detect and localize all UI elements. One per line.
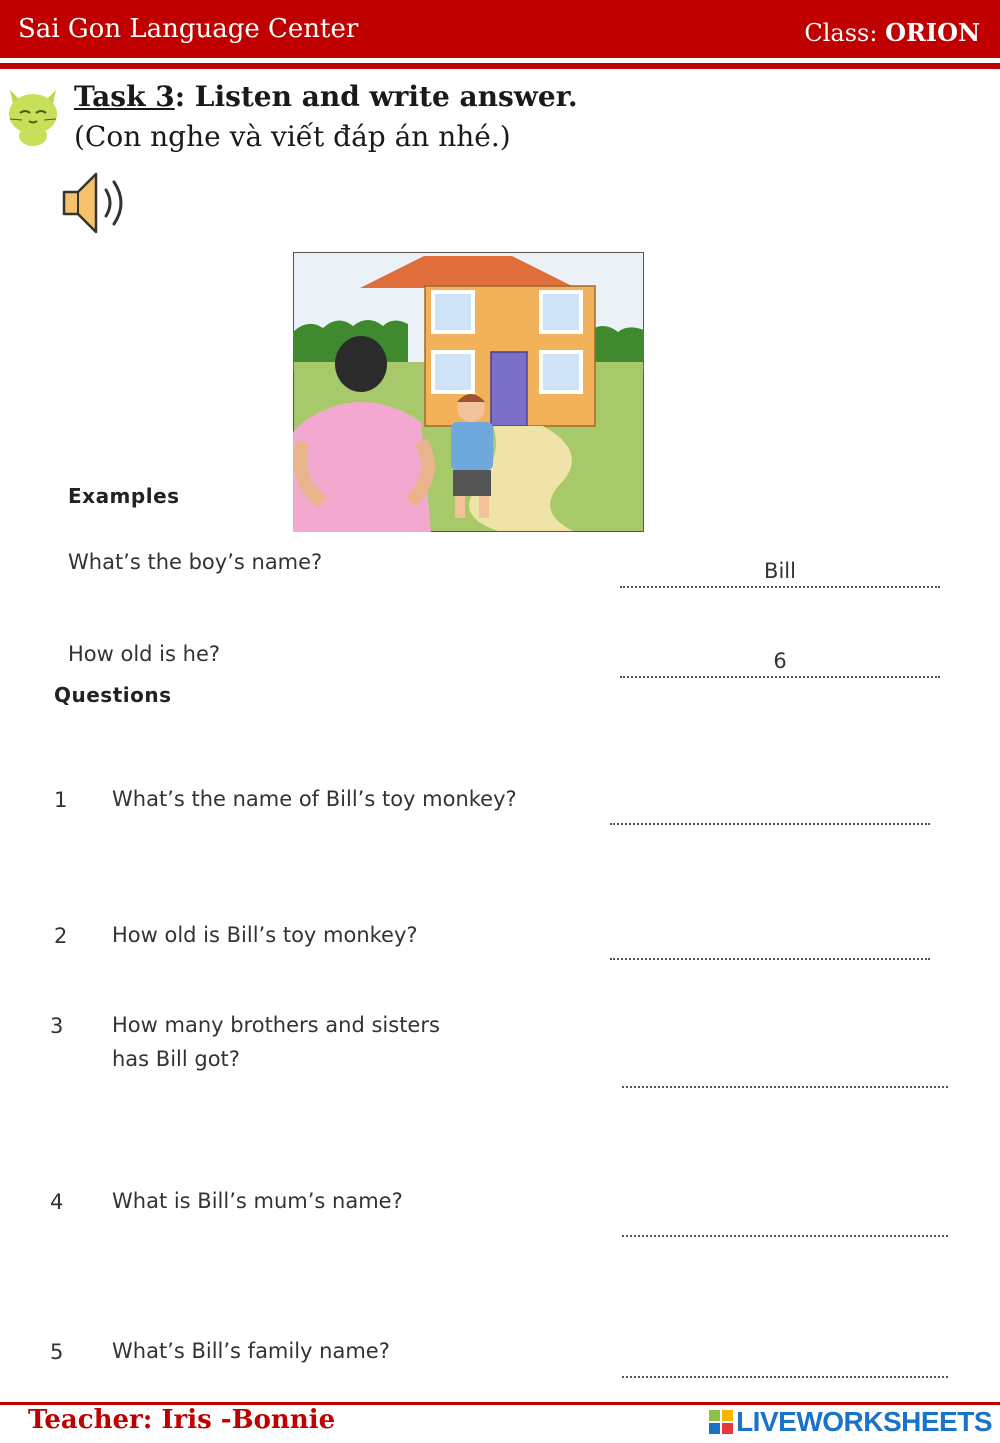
class-name: ORION	[885, 18, 980, 47]
question-3-line-2: has Bill got?	[112, 1047, 240, 1071]
question-number-3: 3	[50, 1014, 64, 1038]
question-3-line-1: How many brothers and sisters	[112, 1013, 440, 1037]
question-2: How old is Bill’s toy monkey?	[112, 923, 418, 947]
task-title	[74, 80, 578, 113]
task-instruction: : Listen and write answer.	[174, 80, 578, 113]
task-number: Task 3	[74, 80, 175, 113]
liveworksheets-icon	[709, 1410, 733, 1434]
answer-input-3[interactable]	[622, 1058, 948, 1088]
brand-name: LIVEWORKSHEETS	[736, 1406, 992, 1437]
example-answer-2: 6	[620, 646, 940, 678]
teacher-name: Teacher: Iris -Bonnie	[28, 1405, 336, 1435]
cat-icon	[4, 86, 62, 148]
question-5: What’s Bill’s family name?	[112, 1339, 390, 1363]
answer-input-2[interactable]	[610, 930, 930, 960]
question-number-2: 2	[54, 924, 68, 948]
question-4: What is Bill’s mum’s name?	[112, 1189, 403, 1213]
answer-input-1[interactable]	[610, 795, 930, 825]
class-label: Class:	[804, 19, 878, 47]
question-number-1: 1	[54, 788, 68, 812]
example-answer-1: Bill	[620, 556, 940, 588]
question-number-4: 4	[50, 1190, 64, 1214]
task-subtitle: (Con nghe và viết đáp án nhé.)	[74, 120, 511, 153]
house-illustration	[293, 252, 644, 532]
liveworksheets-logo[interactable]	[709, 1406, 992, 1438]
header-bar	[0, 0, 1000, 63]
question-number-5: 5	[50, 1340, 64, 1364]
answer-input-4[interactable]	[622, 1207, 948, 1237]
example-question-2: How old is he?	[68, 642, 221, 666]
speaker-icon[interactable]	[56, 166, 140, 240]
questions-label: Questions	[54, 683, 172, 707]
question-1: What’s the name of Bill’s toy monkey?	[112, 787, 517, 811]
examples-label: Examples	[68, 484, 180, 508]
center-name: Sai Gon Language Center	[18, 14, 359, 44]
example-question-1: What’s the boy’s name?	[68, 550, 323, 574]
answer-input-5[interactable]	[622, 1348, 948, 1378]
class-info	[804, 18, 980, 47]
